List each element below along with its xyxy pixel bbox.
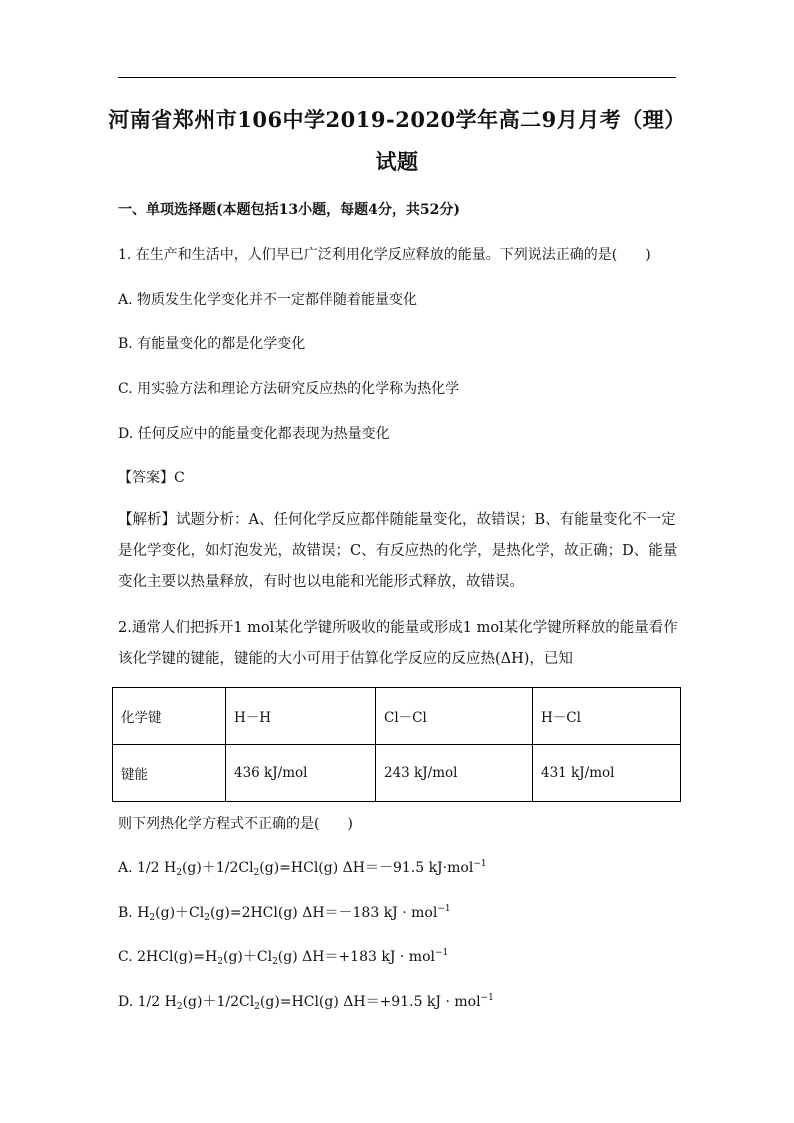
subscript: 2 xyxy=(217,957,223,967)
subscript: 2 xyxy=(272,957,278,967)
subscript: 2 xyxy=(253,868,260,878)
page-title-line2: 试题 xyxy=(375,149,419,174)
superscript: −1 xyxy=(437,904,451,914)
table-row xyxy=(113,745,681,802)
q2-option-d xyxy=(118,991,494,1012)
subscript: 2 xyxy=(149,913,156,923)
option-text: C. 2HCl(g)=H xyxy=(118,949,218,965)
table-cell: 化学键 xyxy=(113,688,226,745)
option-text: (g) ΔH＝+183 kJ · mol xyxy=(277,949,435,965)
superscript: −1 xyxy=(434,948,449,958)
superscript: −1 xyxy=(473,859,487,869)
option-text: A. 1/2 H xyxy=(118,860,177,876)
header-rule xyxy=(118,77,676,78)
option-text: (g)=HCl(g) ΔH＝－91.5 kJ·mol xyxy=(259,860,474,876)
option-text: B. H xyxy=(118,905,150,921)
option-text: (g)＋1/2Cl xyxy=(181,860,254,876)
table-cell: 键能 xyxy=(113,745,226,802)
superscript: −1 xyxy=(480,993,494,1003)
subscript: 2 xyxy=(176,868,182,878)
table-cell: H－H xyxy=(226,688,376,745)
q2-option-b xyxy=(118,902,451,923)
q1-option-c: C. 用实验方法和理论方法研究反应热的化学称为热化学 xyxy=(118,381,460,397)
subscript: 2 xyxy=(176,1002,183,1012)
option-text: (g)＋1/2Cl xyxy=(182,994,255,1010)
q1-option-d: D. 任何反应中的能量变化都表现为热量变化 xyxy=(118,426,390,442)
option-text: (g)＋Cl xyxy=(155,905,205,921)
table-cell: 243 kJ/mol xyxy=(376,745,533,802)
table-cell: H－Cl xyxy=(533,688,681,745)
table-cell: 431 kJ/mol xyxy=(533,745,681,802)
table-row xyxy=(113,688,681,745)
q1-answer: 【答案】C xyxy=(118,470,185,486)
table-cell: 436 kJ/mol xyxy=(226,745,376,802)
section-heading: 一、单项选择题(本题包括13小题，每题4分，共52分) xyxy=(118,202,460,218)
subscript: 2 xyxy=(254,1002,260,1012)
page-title: 河南省郑州市106中学2019-2020学年高二9月月考（理） xyxy=(108,107,686,132)
q1-stem: 1. 在生产和生活中，人们早已广泛利用化学反应释放的能量。下列说法正确的是( ) xyxy=(118,247,651,263)
table-cell: Cl－Cl xyxy=(376,688,533,745)
option-text: (g)＋Cl xyxy=(222,949,273,965)
bond-energy-table xyxy=(112,687,681,802)
q2-option-a xyxy=(118,857,487,878)
q2-question: 则下列热化学方程式不正确的是( ) xyxy=(118,816,353,832)
option-text: (g)=2HCl(g) ΔH＝－183 kJ · mol xyxy=(209,905,438,921)
q1-option-a: A. 物质发生化学变化并不一定都伴随着能量变化 xyxy=(118,292,418,308)
q1-option-b: B. 有能量变化的都是化学变化 xyxy=(118,336,306,352)
q1-analysis: 【解析】试题分析：A、任何化学反应都伴随能量变化，故错误；B、有能量变化不一定是化学变化，如灯泡发光，故错误；C、有反应热的化学，是热化学，故正确；D、能量变化主要以热量释放，有时也以电能和光能形式释放，故错误。 xyxy=(118,512,678,590)
subscript: 2 xyxy=(204,913,210,923)
q2-option-c xyxy=(118,946,448,967)
q2-stem: 2.通常人们把拆开1 mol某化学键所吸收的能量或形成1 mol某化学键所释放的能量看作该化学键的键能，键能的大小可用于估算化学反应的反应热(ΔH)，已知 xyxy=(118,620,678,667)
option-text: (g)=HCl(g) ΔH＝+91.5 kJ · mol xyxy=(259,994,481,1010)
option-text: D. 1/2 H xyxy=(118,994,177,1010)
